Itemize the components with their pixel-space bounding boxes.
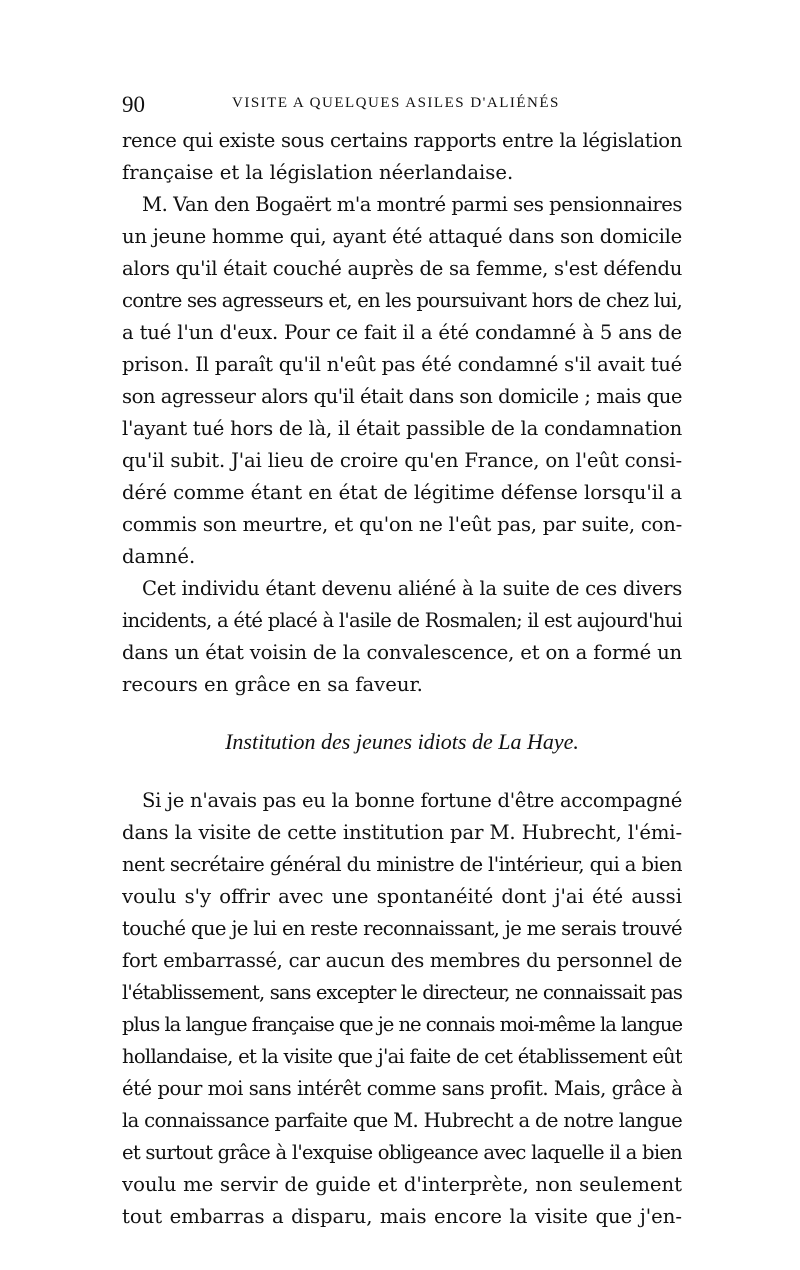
text-line: déré comme étant en état de légitime défense lorsqu'il a (122, 481, 682, 504)
text-line: alors qu'il était couché auprès de sa femme, s'est défendu (122, 257, 682, 280)
paragraph-2 (122, 189, 682, 573)
text-line: plus la langue française que je ne connais moi-même la langue (122, 1013, 682, 1036)
text-line: française et la législation néerlandaise. (122, 161, 514, 184)
text-line: son agresseur alors qu'il était dans son domicile ; mais que (122, 385, 682, 408)
text-line: dans la visite de cette institution par M. Hubrecht, l'émi- (122, 821, 682, 844)
text-line: hollandaise, et la visite que j'ai faite de cet établissement eût (122, 1045, 682, 1068)
text-line: touché que je lui en reste reconnaissant, je me serais trouvé (122, 917, 682, 940)
text-line: dans un état voisin de la convalescence, et on a formé un (122, 641, 682, 664)
text-line: nent secrétaire général du ministre de l'intérieur, qui a bien (122, 853, 682, 876)
text-line: prison. Il paraît qu'il n'eût pas été condamné s'il avait tué (122, 353, 682, 376)
text-line: contre ses agresseurs et, en les poursuivant hors de chez lui, (122, 289, 682, 312)
text-line: voulu me servir de guide et d'interprète, non seulement (122, 1173, 682, 1196)
text-line: l'établissement, sans excepter le directeur, ne connaissait pas (122, 981, 682, 1004)
text-line: rence qui existe sous certains rapports entre la législation (122, 129, 682, 152)
text-line: été pour moi sans intérêt comme sans profit. Mais, grâce à (122, 1077, 682, 1100)
running-title: VISITE A QUELQUES ASILES D'ALIÉNÉS (232, 95, 560, 111)
text-line: qu'il subit. J'ai lieu de croire qu'en France, on l'eût consi- (122, 449, 682, 472)
text-line: un jeune homme qui, ayant été attaqué dans son domicile (122, 225, 682, 248)
page-number: 90 (122, 92, 145, 117)
text-line: fort embarrassé, car aucun des membres du personnel de (122, 949, 682, 972)
paragraph-4 (122, 785, 682, 1233)
text-line: M. Van den Bogaërt m'a montré parmi ses pensionnaires (142, 193, 682, 216)
spacer (122, 701, 682, 724)
text-line: l'ayant tué hors de là, il était passible de la condamnation (122, 417, 682, 440)
text-line: damné. (122, 545, 196, 568)
spacer (122, 760, 682, 785)
text-line: voulu s'y offrir avec une spontanéité dont j'ai été aussi (122, 885, 682, 908)
paragraph-1 (122, 125, 682, 189)
paragraph-3 (122, 573, 682, 701)
body-text (122, 125, 682, 1233)
text-line: incidents, a été placé à l'asile de Rosmalen; il est aujourd'hui (122, 609, 682, 632)
text-line: recours en grâce en sa faveur. (122, 673, 423, 696)
text-line: Cet individu étant devenu aliéné à la suite de ces divers (142, 577, 682, 600)
text-line: a tué l'un d'eux. Pour ce fait il a été condamné à 5 ans de (122, 321, 682, 344)
text-line: tout embarras a disparu, mais encore la visite que j'en- (122, 1205, 682, 1228)
section-heading: Institution des jeunes idiots de La Haye. (225, 729, 579, 754)
text-line: la connaissance parfaite que M. Hubrecht a de notre langue (122, 1109, 682, 1132)
text-line: commis son meurtre, et qu'on ne l'eût pas, par suite, con- (122, 513, 682, 536)
text-line: Si je n'avais pas eu la bonne fortune d'être accompagné (142, 789, 682, 812)
text-line: et surtout grâce à l'exquise obligeance avec laquelle il a bien (122, 1141, 682, 1164)
page-header (122, 92, 682, 122)
